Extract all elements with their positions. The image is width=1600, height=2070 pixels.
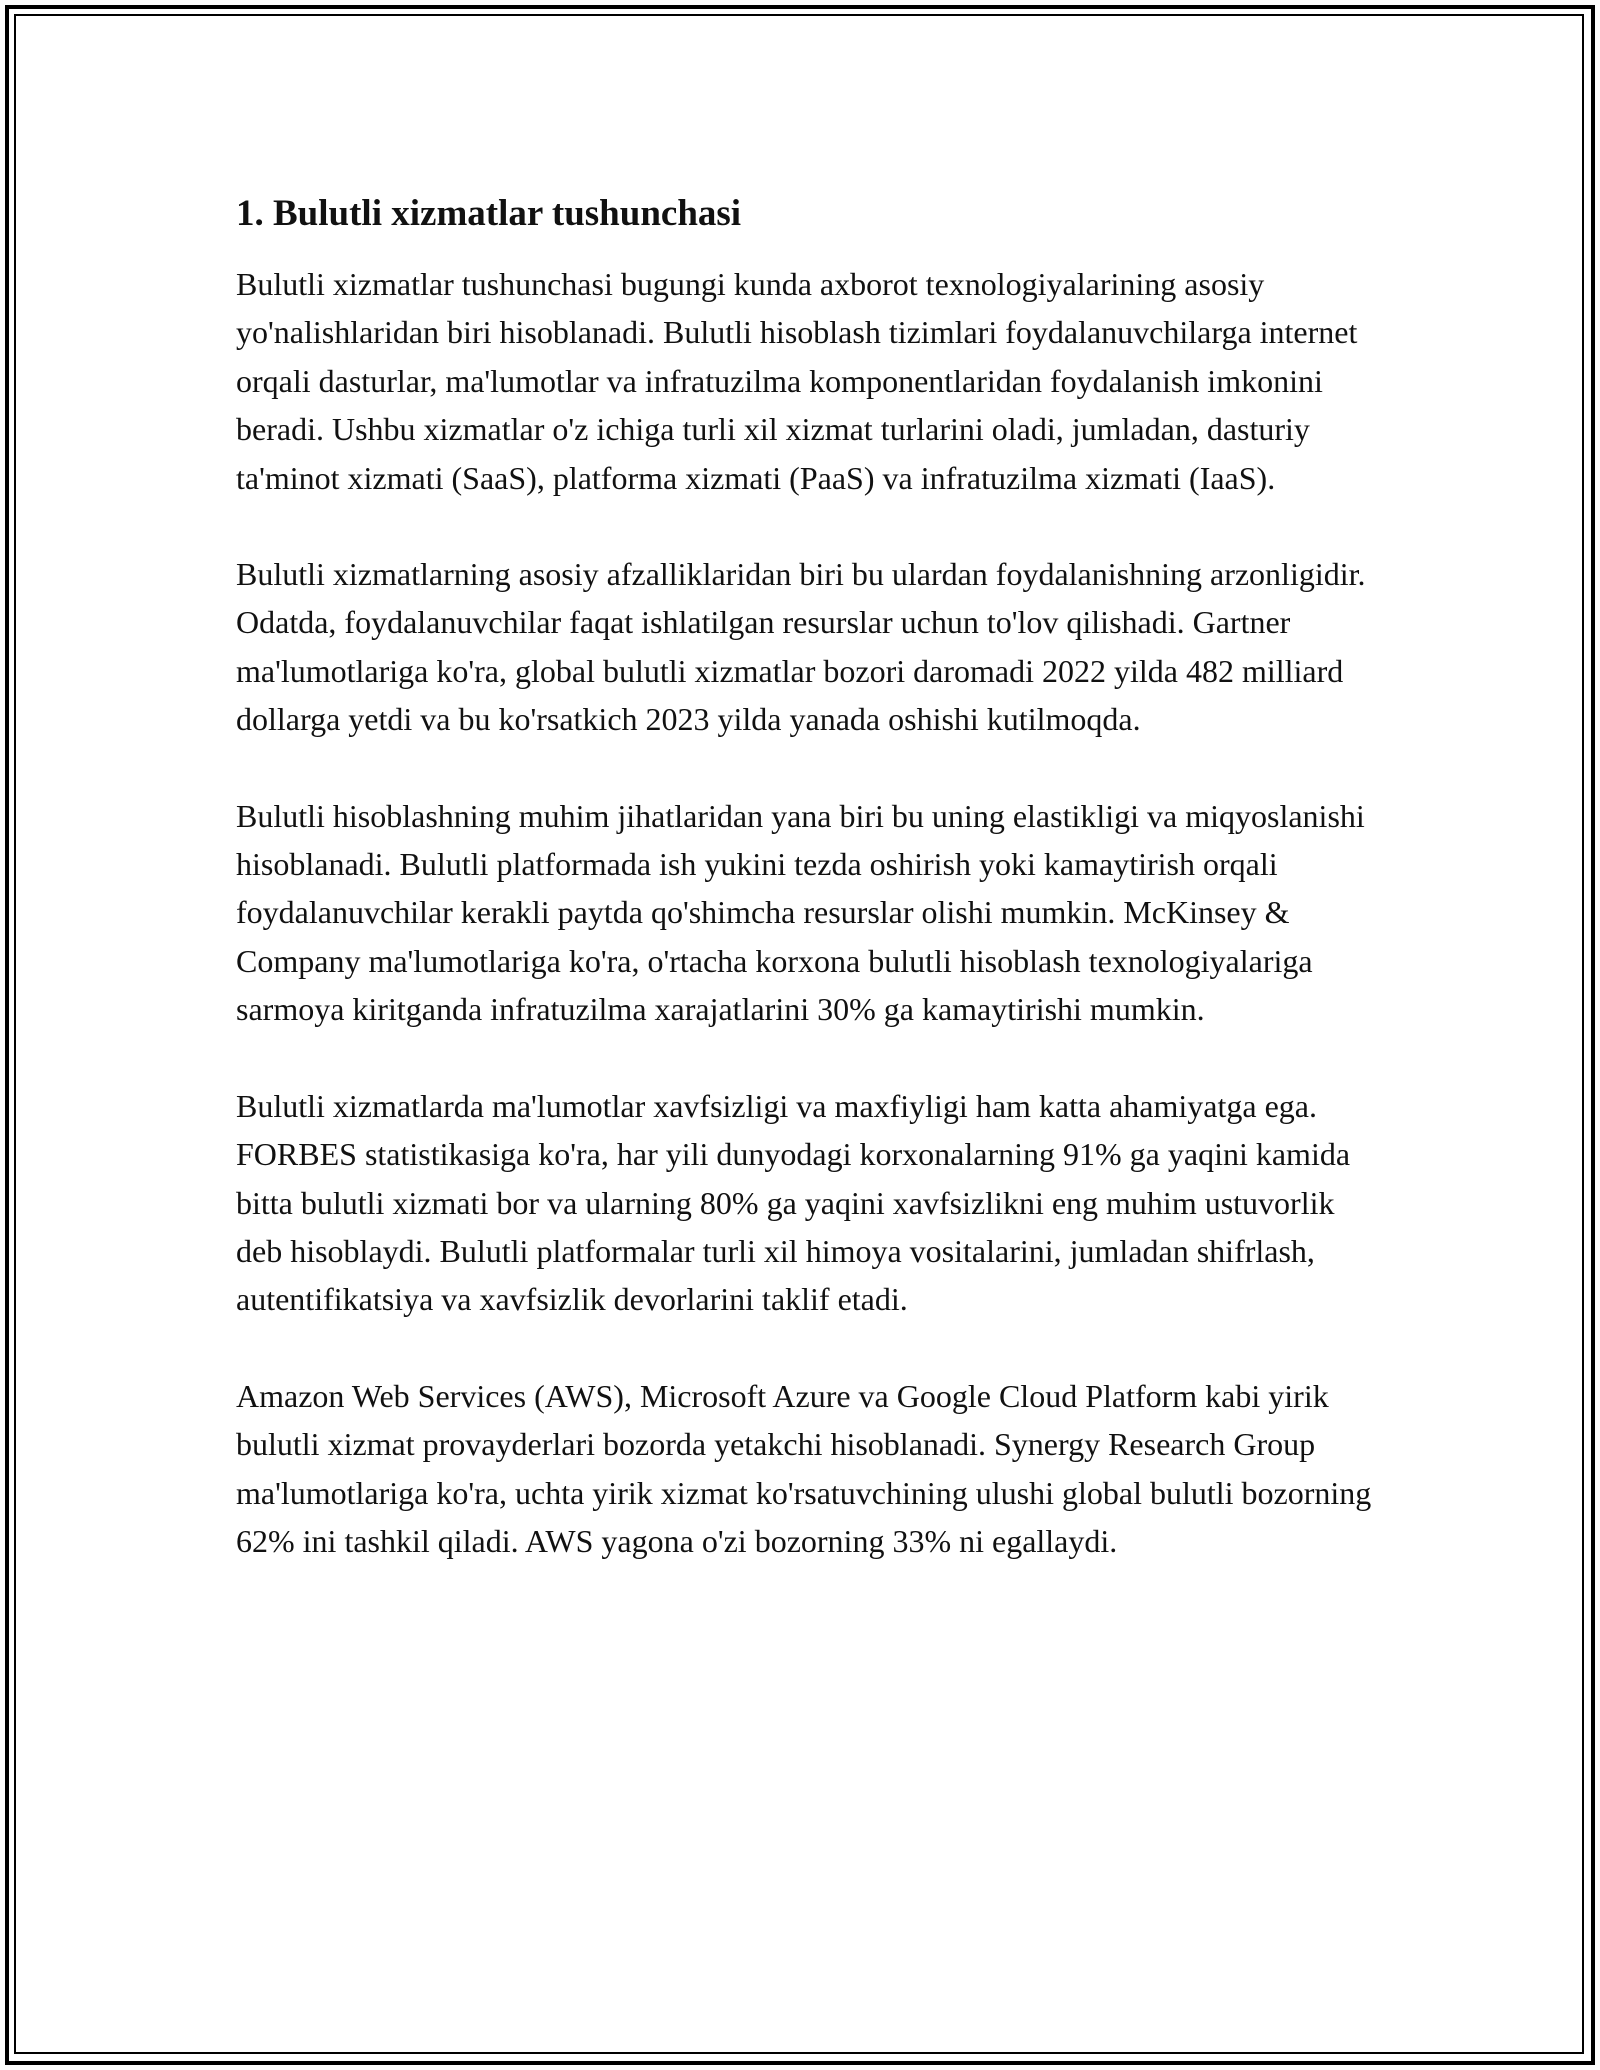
paragraph-cost: Bulutli xizmatlarning asosiy afzalliklaridan biri bu ulardan foydalanishning arzonligidir. Odatda, foydalanuvchilar faqat ishlatilgan resurslar uchun to'lov qilishadi. Gartner ma'lumotlariga ko'ra, global bulutli xizmatlar bozori daromadi 2022 yilda 482 milliard dollarga yetdi va bu ko'rsatkich 2023 yilda yanada oshishi kutilmoqda.: [236, 556, 1366, 738]
paragraph-elasticity: Bulutli hisoblashning muhim jihatlaridan yana biri bu uning elastikligi va miqyoslanishi hisoblanadi. Bulutli platformada ish yukini tezda oshirish yoki kamaytirish orqali foydalanuvchilar kerakli paytda qo'shimcha resurslar olishi mumkin. McKinsey & Company ma'lumotlariga ko'ra, o'rtacha korxona bulutli hisoblash texnologiyalariga sarmoya kiritganda infratuzilma xarajatlarini 30% ga kamaytirishi mumkin.: [236, 797, 1365, 1028]
paragraph-security: Bulutli xizmatlarda ma'lumotlar xavfsizligi va maxfiyligi ham katta ahamiyatga ega. FORBES statistikasiga ko'ra, har yili dunyodagi korxonalarning 91% ga yaqini kamida bitta bulutli xizmati bor va ularning 80% ga yaqini xavfsizlikni eng muhim ustuvorlik deb hisoblaydi. Bulutli platformalar turli xil himoya vositalarini, jumladan shifrlash, autentifikatsiya va xavfsizlik devorlarini taklif etadi.: [236, 1087, 1351, 1318]
section-heading: 1. Bulutli xizmatlar tushunchasi: [236, 193, 742, 234]
document-body: [236, 186, 1376, 1613]
paragraph-intro: Bulutli xizmatlar tushunchasi bugungi kunda axborot texnologiyalarining asosiy yo'nalishlaridan biri hisoblanadi. Bulutli hisoblash tizimlari foydalanuvchilarga internet orqali dasturlar, ma'lumotlar va infratuzilma komponentlaridan foydalanish imkonini beradi. Ushbu xizmatlar o'z ichiga turli xil xizmat turlarini oladi, jumladan, dasturiy ta'minot xizmati (SaaS), platforma xizmati (PaaS) va infratuzilma xizmati (IaaS).: [236, 266, 1358, 496]
paragraph-providers: Amazon Web Services (AWS), Microsoft Azure va Google Cloud Platform kabi yirik bulutli xizmat provayderlari bozorda yetakchi hisoblanadi. Synergy Research Group ma'lumotlariga ko'ra, uchta yirik xizmat ko'rsatuvchining ulushi global bulutli bozorning 62% ini tashkil qiladi. AWS yagona o'zi bozorning 33% ni egallaydi.: [236, 1377, 1372, 1559]
